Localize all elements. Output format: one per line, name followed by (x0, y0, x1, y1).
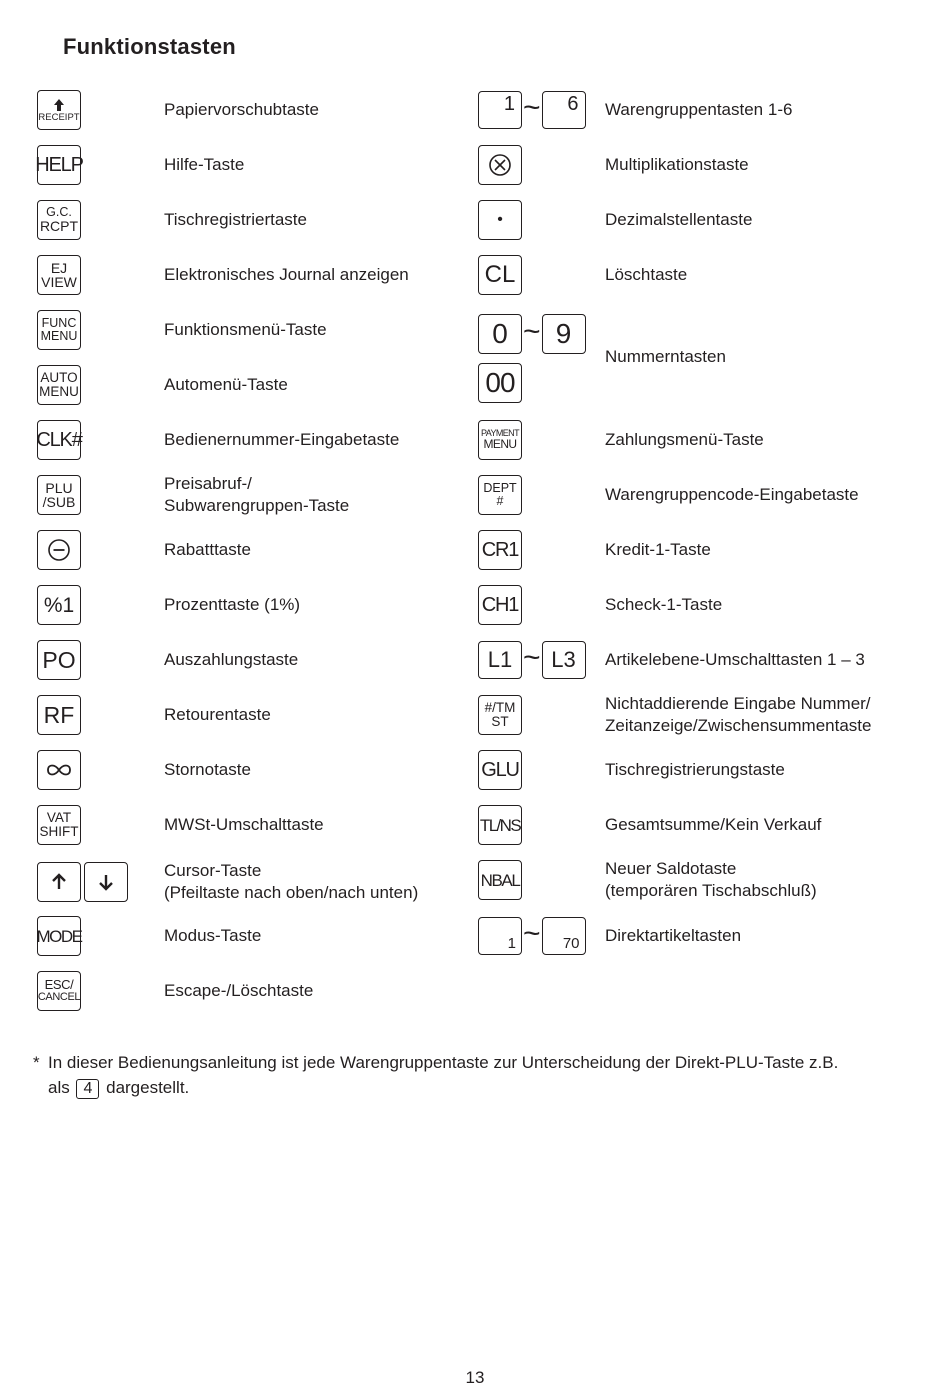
key-description: Kredit-1-Taste (605, 540, 711, 559)
key-description: Escape-/Löschtaste (164, 981, 314, 1000)
ch1-key: CH1 (478, 585, 522, 625)
key-description: Auszahlungstaste (164, 650, 299, 669)
dept-key-1: 1 (478, 91, 522, 129)
cl-key: CL (478, 255, 522, 295)
key-description: Gesamtsumme/Kein Verkauf (605, 815, 822, 834)
key-description: Warengruppencode-Eingabetaste (605, 485, 859, 504)
key-description: Hilfe-Taste (164, 155, 245, 174)
mode-key: MODE (37, 916, 81, 956)
numeric-key-9: 9 (542, 314, 586, 354)
key-description: Neuer Saldotaste (temporären Tischabschluß) (605, 859, 817, 900)
cursor-down-key (84, 862, 128, 902)
key-description: Nummerntasten (605, 347, 726, 366)
key-description: Zahlungsmenü-Taste (605, 430, 764, 449)
key-description: Stornotaste (164, 760, 251, 779)
payment-menu-key: PAYMENT MENU (478, 420, 522, 460)
dept-key-6: 6 (542, 91, 586, 129)
level-key-l1: L1 (478, 641, 522, 679)
footnote-asterisk: * (33, 1053, 40, 1072)
arrow-up-icon (52, 98, 66, 112)
po-key: PO (37, 640, 81, 680)
key-description: Preisabruf-/ Subwarengruppen-Taste (164, 474, 350, 515)
key-description: Elektronisches Journal anzeigen (164, 265, 409, 284)
plu-sub-key: PLU /SUB (37, 475, 81, 515)
page-title: Funktionstasten (63, 34, 236, 59)
direct-plu-key-70: 70 (542, 917, 586, 955)
key-description: Tischregistriertaste (164, 210, 307, 229)
key-description: Multiplikationstaste (605, 155, 749, 174)
glu-key: GLU (478, 750, 522, 790)
range-tilde: ~ (523, 641, 541, 674)
arrow-down-icon (98, 873, 114, 891)
key-description: Funktionsmenü-Taste (164, 320, 327, 339)
key-description: Artikelebene-Umschalttasten 1 – 3 (605, 650, 865, 669)
range-tilde: ~ (523, 91, 541, 124)
key-description: Prozenttaste (1%) (164, 595, 301, 614)
key-description: Dezimalstellentaste (605, 210, 753, 229)
void-key (37, 750, 81, 790)
key-description: Löschtaste (605, 265, 688, 284)
key-description: Retourentaste (164, 705, 271, 724)
range-tilde: ~ (523, 315, 541, 348)
key-description: Tischregistrierungstaste (605, 760, 785, 779)
page-number: 13 (465, 1368, 485, 1387)
infinity-icon (45, 762, 73, 778)
arrow-up-icon (51, 873, 67, 891)
level-key-l3: L3 (542, 641, 586, 679)
key-description: Nichtaddierende Eingabe Nummer/ Zeitanzeige/Zwischensummentaste (605, 694, 872, 735)
key-description: Direktartikeltasten (605, 926, 742, 945)
numeric-key-0: 0 (478, 314, 522, 354)
key-description: Modus-Taste (164, 926, 262, 945)
ej-view-key: EJ VIEW (37, 255, 81, 295)
key-description: Automenü-Taste (164, 375, 288, 394)
key-description: MWSt-Umschalttaste (164, 815, 324, 834)
key-description: Papiervorschubtaste (164, 100, 319, 119)
clk-key: CLK# (37, 420, 81, 460)
footnote-text: In dieser Bedienungsanleitung ist jede Warengruppentaste zur Unterscheidung der Direkt-PLU-Taste z.B. als 4 dargestellt. (48, 1053, 839, 1097)
dept-code-key: DEPT # (478, 475, 522, 515)
cursor-up-key (37, 862, 81, 902)
key-description: Cursor-Taste (Pfeiltaste nach oben/nach unten) (164, 861, 419, 902)
rf-key: RF (37, 695, 81, 735)
tm-st-key: #/TM ST (478, 695, 522, 735)
circle-minus-icon (47, 538, 71, 562)
direct-plu-key-1: 1 (478, 917, 522, 955)
multiplication-key (478, 145, 522, 185)
example-dept-key: 4 (76, 1079, 99, 1099)
help-key: HELP (37, 145, 81, 185)
cr1-key: CR1 (478, 530, 522, 570)
range-tilde: ~ (523, 917, 541, 950)
numeric-key-00: 00 (478, 363, 522, 403)
vat-shift-key: VAT SHIFT (37, 805, 81, 845)
receipt-key: RECEIPT (37, 90, 81, 130)
discount-key (37, 530, 81, 570)
nbal-key: NBAL (478, 860, 522, 900)
circle-times-icon (488, 153, 512, 177)
percent-key: %1 (37, 585, 81, 625)
key-description: Rabatttaste (164, 540, 251, 559)
footnote (33, 1050, 913, 1100)
func-menu-key: FUNC MENU (37, 310, 81, 350)
key-description: Warengruppentasten 1-6 (605, 100, 793, 119)
key-description: Scheck-1-Taste (605, 595, 723, 614)
decimal-key: • (478, 200, 522, 240)
gc-rcpt-key: G.C. RCPT (37, 200, 81, 240)
key-description: Bedienernummer-Eingabetaste (164, 430, 400, 449)
tl-ns-key: TL/NS (478, 805, 522, 845)
auto-menu-key: AUTO MENU (37, 365, 81, 405)
esc-cancel-key: ESC/ CANCEL (37, 971, 81, 1011)
